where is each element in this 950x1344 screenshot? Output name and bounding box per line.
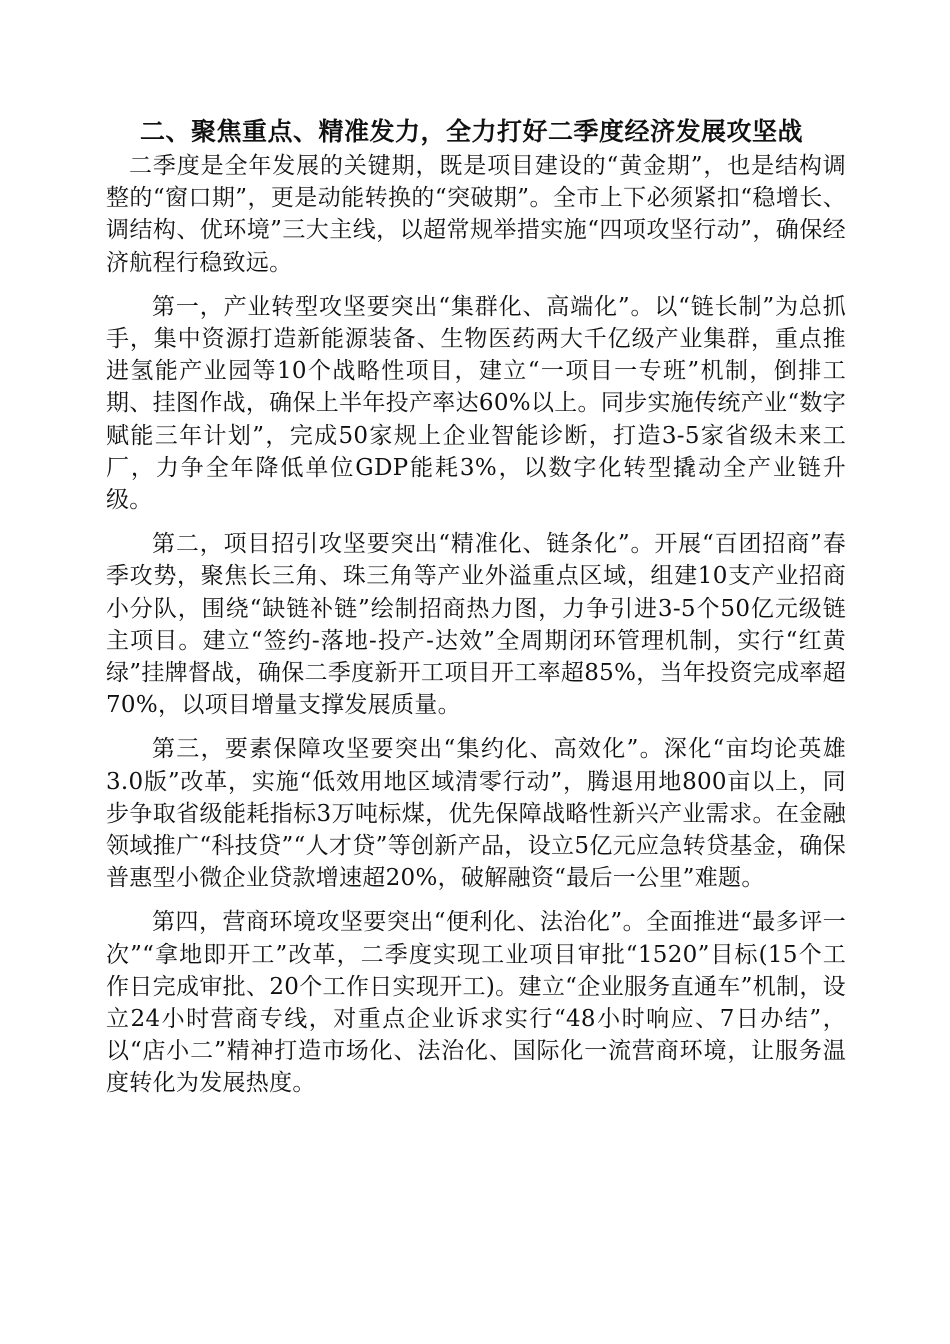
paragraph-intro: 二季度是全年发展的关键期，既是项目建设的“黄金期”，也是结构调整的“窗口期”，更是动能转换的“突破期”。全市上下必须紧扣“稳增长、调结构、优环境”三大主线，以超常规举措实施“四项攻坚行动”，确保经济航程行稳致远。 bbox=[106, 153, 846, 276]
paragraph-factor-guarantee: 第三，要素保障攻坚要突出“集约化、高效化”。深化“亩均论英雄3.0版”改革，实施“低效用地区域清零行动”，腾退用地800亩以上，同步争取省级能耗指标3万吨标煤，优先保障战略性新兴产业需求。在金融领域推广“科技贷”“人才贷”等创新产品，设立5亿元应急转贷基金，确保普惠型小微企业贷款增速超20%，破解融资“最后一公里”难题。 bbox=[106, 736, 846, 892]
paragraph-business-environment: 第四，营商环境攻坚要突出“便利化、法治化”。全面推进“最多评一次”“拿地即开工”改革，二季度实现工业项目审批“1520”目标(15个工作日完成审批、20个工作日实现开工)。建立“企业服务直通车”机制，设立24小时营商专线，对重点企业诉求实行“48小时响应、7日办结”，以“店小二”精神打造市场化、法治化、国际化一流营商环境，让服务温度转化为发展热度。 bbox=[106, 909, 846, 1097]
paragraph-industry-transformation: 第一，产业转型攻坚要突出“集群化、高端化”。以“链长制”为总抓手，集中资源打造新能源装备、生物医药两大千亿级产业集群，重点推进氢能产业园等10个战略性项目，建立“一项目一专班”机制，倒排工期、挂图作战，确保上半年投产率达60%以上。同步实施传统产业“数字赋能三年计划”，完成50家规上企业智能诊断，打造3-5家省级未来工厂，力争全年降低单位GDP能耗3%，以数字化转型撬动全产业链升级。 bbox=[106, 293, 846, 514]
paragraph-project-attraction: 第二，项目招引攻坚要突出“精准化、链条化”。开展“百团招商”春季攻势，聚焦长三角、珠三角等产业外溢重点区域，组建10支产业招商小分队，围绕“缺链补链”绘制招商热力图，力争引进3-5个50亿元级链主项目。建立“签约-落地-投产-达效”全周期闭环管理机制，实行“红黄绿”挂牌督战，确保二季度新开工项目开工率超85%，当年投资完成率超70%，以项目增量支撑发展质量。 bbox=[106, 531, 846, 719]
document-body bbox=[106, 116, 846, 1112]
section-title: 二、聚焦重点、精准发力，全力打好二季度经济发展攻坚战 bbox=[140, 117, 804, 146]
